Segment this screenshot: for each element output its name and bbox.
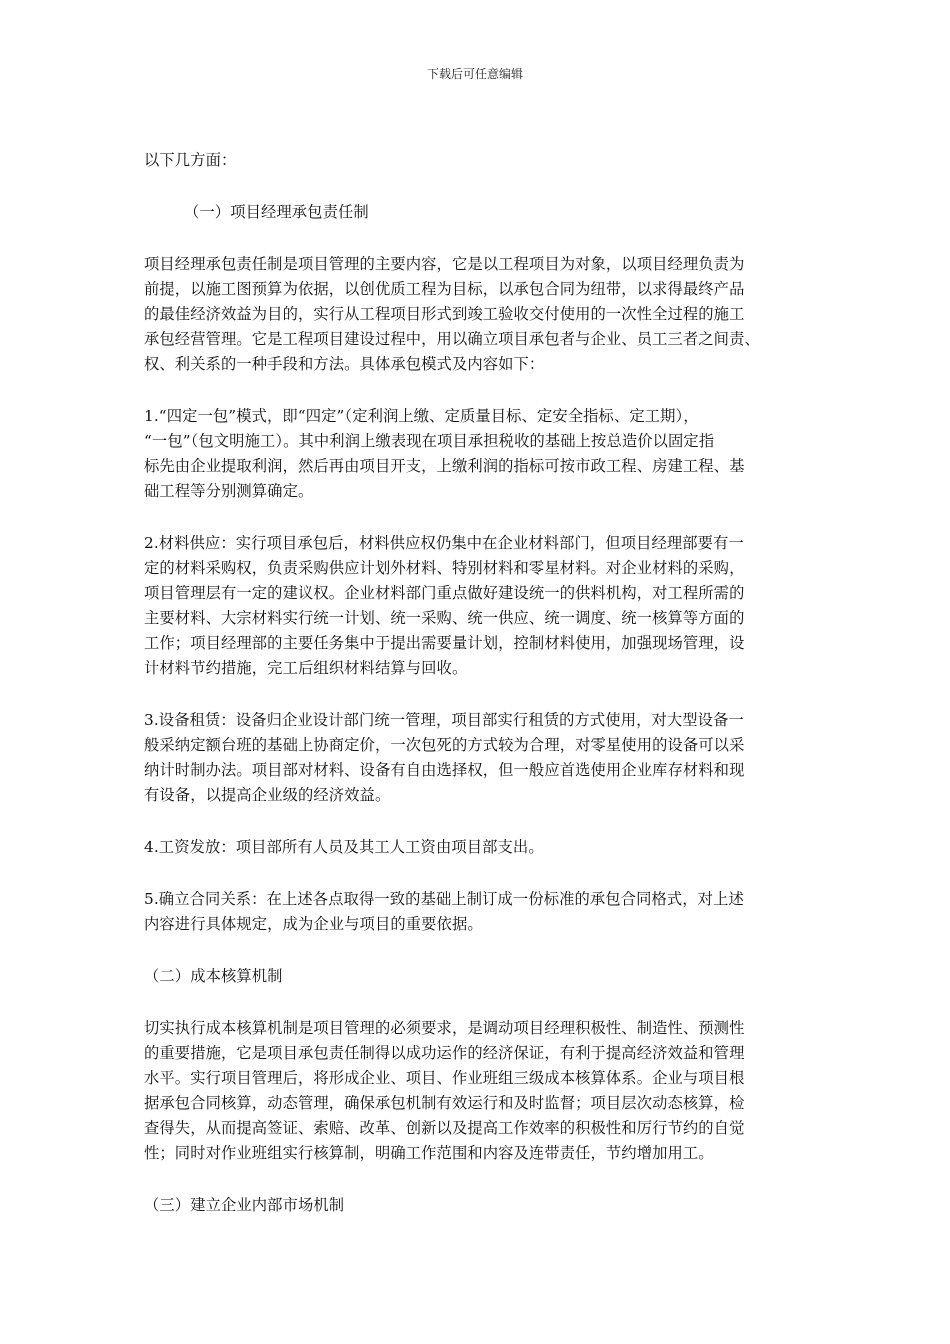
text-line: （二）成本核算机制	[144, 967, 283, 985]
text-line: 项目管理层有一定的建议权。企业材料部门重点做好建设统一的供料机构，对工程所需的	[144, 584, 745, 602]
text-line: 据承包合同核算，动态管理，确保承包机制有效运行和及时监督；项目层次动态核算，检	[144, 1094, 745, 1112]
text-line: 内容进行具体规定，成为企业与项目的重要依据。	[144, 915, 483, 933]
text-line: 纳计时制办法。项目部对材料、设备有自由选择权，但一般应首选使用企业库存材料和现	[144, 761, 745, 779]
text-line: （一）项目经理承包责任制	[184, 203, 369, 221]
paragraph-item-5	[144, 887, 810, 937]
text-line: 的最佳经济效益为目的，实行从工程项目形式到竣工验收交付使用的一次性全过程的施工	[144, 305, 745, 323]
paragraph-p1	[144, 252, 810, 377]
paragraph-heading-3	[144, 1193, 810, 1218]
paragraph-item-3	[144, 708, 810, 808]
paragraph-gap	[144, 989, 810, 1016]
paragraph-heading-1	[144, 200, 810, 225]
text-line: 础工程等分别测算确定。	[144, 482, 314, 500]
text-line: 3.设备租赁：设备归企业设计部门统一管理，项目部实行租赁的方式使用，对大型设备一	[144, 711, 744, 729]
text-line: 定的材料采购权，负责采购供应计划外材料、特别材料和零星材料。对企业材料的采购，	[144, 559, 745, 577]
text-line: 标先由企业提取利润，然后再由项目开支，上缴利润的指标可按市政工程、房建工程、基	[144, 457, 745, 475]
paragraph-intro	[144, 148, 810, 173]
paragraph-gap	[144, 937, 810, 964]
paragraph-gap	[144, 504, 810, 531]
paragraph-gap	[144, 681, 810, 708]
text-line: 切实执行成本核算机制是项目管理的必须要求，是调动项目经理积极性、制造性、预测性	[144, 1019, 745, 1037]
paragraph-p2	[144, 1016, 810, 1166]
paragraph-gap	[144, 377, 810, 404]
paragraph-item-2	[144, 531, 810, 681]
text-line: 以下几方面：	[144, 151, 237, 169]
text-line: 性；同时对作业班组实行核算制，明确工作范围和内容及连带责任，节约增加用工。	[144, 1144, 714, 1162]
page-header: 下载后可任意编辑	[426, 67, 523, 81]
text-line: 2.材料供应：实行项目承包后，材料供应权仍集中在企业材料部门，但项目经理部要有一	[144, 534, 744, 552]
paragraph-gap	[144, 808, 810, 835]
text-line: 1.“四定一包”模式，即“四定”（定利润上缴、定质量目标、定安全指标、定工期），	[144, 407, 699, 425]
text-line: 水平。实行项目管理后，将形成企业、项目、作业班组三级成本核算体系。企业与项目根	[144, 1069, 745, 1087]
text-line: 主要材料、大宗材料实行统一计划、统一采购、统一供应、统一调度、统一核算等方面的	[144, 609, 745, 627]
text-line: 查得失，从而提高签证、索赔、改革、创新以及提高工作效率的积极性和厉行节约的自觉	[144, 1119, 745, 1137]
paragraph-gap	[144, 1166, 810, 1193]
text-line: 项目经理承包责任制是项目管理的主要内容，它是以工程项目为对象，以项目经理负责为	[144, 255, 745, 273]
paragraph-heading-2	[144, 964, 810, 989]
text-line: 5.确立合同关系：在上述各点取得一致的基础上制订成一份标准的承包合同格式，对上述	[144, 890, 744, 908]
paragraph-gap	[144, 860, 810, 887]
text-line: 4.工资发放：项目部所有人员及其工人工资由项目部支出。	[144, 838, 544, 856]
text-line: 般采纳定额台班的基础上协商定价，一次包死的方式较为合理，对零星使用的设备可以采	[144, 736, 745, 754]
text-line: 工作；项目经理部的主要任务集中于提出需要量计划，控制材料使用，加强现场管理，设	[144, 634, 745, 652]
text-line: （三）建立企业内部市场机制	[144, 1196, 345, 1214]
text-line: “一包”（包文明施工）。其中利润上缴表现在项目承担税收的基础上按总造价以固定指	[144, 432, 715, 450]
paragraph-item-4	[144, 835, 810, 860]
text-line: 前提，以施工图预算为依据，以创优质工程为目标，以承包合同为纽带，以求得最终产品	[144, 280, 745, 298]
paragraph-gap	[144, 225, 810, 252]
document-body	[144, 148, 810, 1218]
text-line: 承包经营管理。它是工程项目建设过程中，用以确立项目承包者与企业、员工三者之间责、	[144, 330, 760, 348]
paragraph-item-1	[144, 404, 810, 504]
text-line: 的重要措施，它是项目承包责任制得以成功运作的经济保证，有利于提高经济效益和管理	[144, 1044, 745, 1062]
paragraph-gap	[144, 173, 810, 200]
text-line: 有设备，以提高企业级的经济效益。	[144, 786, 391, 804]
text-line: 权、利关系的一种手段和方法。具体承包模式及内容如下：	[144, 355, 545, 373]
text-line: 计材料节约措施，完工后组织材料结算与回收。	[144, 659, 468, 677]
